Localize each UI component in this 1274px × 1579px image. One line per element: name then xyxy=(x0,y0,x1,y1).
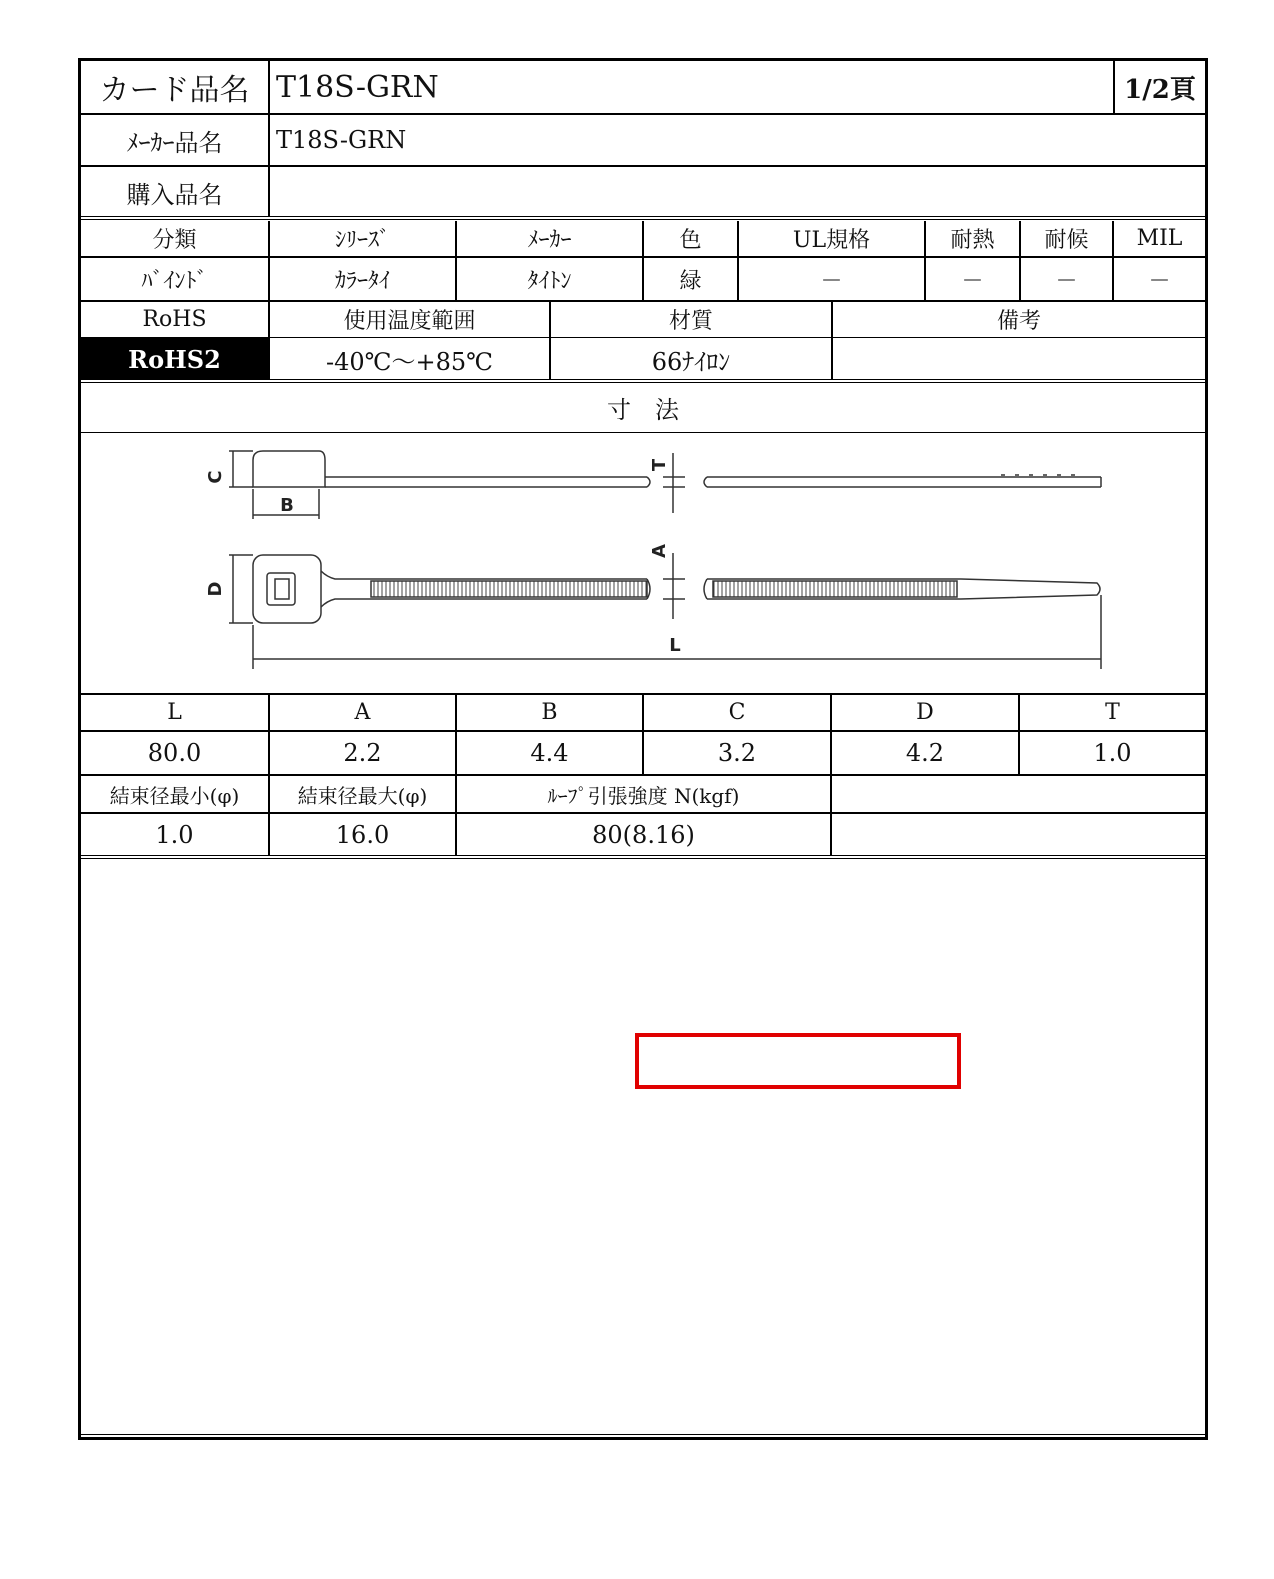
spec-sheet xyxy=(78,58,1208,1440)
dimension-header: T xyxy=(1105,700,1120,725)
spec-header: 耐候 xyxy=(1021,221,1114,256)
dimension-value: 2.2 xyxy=(270,732,457,774)
spec-value: － xyxy=(926,258,1021,300)
purchase-name-label: 購入品名 xyxy=(81,167,270,217)
spec-header: UL規格 xyxy=(739,221,926,256)
env-header: 使用温度範囲 xyxy=(270,302,551,337)
bundle-value: 80(8.16) xyxy=(457,814,832,855)
top-view-head xyxy=(253,555,321,623)
dimension-value: 3.2 xyxy=(644,732,832,774)
spec-value: － xyxy=(1021,258,1114,300)
bundle-header: 結束径最小(φ) xyxy=(81,776,270,812)
spec-header-row xyxy=(81,221,1205,256)
dim-label-b: B xyxy=(280,495,294,516)
env-value-row xyxy=(81,338,1205,380)
maker-name-value: T18S-GRN xyxy=(276,126,407,154)
bundle-value xyxy=(832,814,1205,855)
material: 66ﾅｲﾛﾝ xyxy=(551,338,833,380)
spec-header: MIL xyxy=(1136,226,1183,251)
purchase-name-value xyxy=(270,167,1205,217)
dimension-value-row xyxy=(81,732,1205,774)
cable-tie-diagram xyxy=(81,433,1205,693)
remarks xyxy=(833,338,1205,380)
card-name-row xyxy=(81,61,1205,113)
env-header-row xyxy=(81,302,1205,337)
dimensions-title: 寸 法 xyxy=(607,396,679,424)
dim-label-a: A xyxy=(649,544,670,558)
spec-value: ｶﾗｰﾀｲ xyxy=(270,258,457,300)
spec-value: ﾊﾞｲﾝﾄﾞ xyxy=(81,258,270,300)
dimensions-title-row xyxy=(81,384,1205,431)
spec-header: 色 xyxy=(644,221,739,256)
side-view-head xyxy=(253,451,325,487)
bundle-value-row xyxy=(81,814,1205,855)
env-header: 材質 xyxy=(551,302,833,337)
spec-value: － xyxy=(1148,268,1171,294)
purchase-name-row xyxy=(81,167,1205,217)
spec-value: ﾀｲﾄﾝ xyxy=(457,258,644,300)
dimension-header: A xyxy=(270,695,457,730)
maker-name-label: ﾒｰｶｰ品名 xyxy=(81,115,270,165)
bundle-header-row xyxy=(81,776,1205,812)
temperature-range: -40℃～+85℃ xyxy=(270,338,551,380)
spec-header: 耐熱 xyxy=(926,221,1021,256)
spec-header: ｼﾘｰｽﾞ xyxy=(270,221,457,256)
env-header: RoHS xyxy=(81,302,270,337)
card-name-label: カード品名 xyxy=(81,61,270,113)
dimension-header: D xyxy=(832,695,1020,730)
spec-value-row xyxy=(81,258,1205,300)
maker-name-row xyxy=(81,115,1205,165)
top-view-strap xyxy=(321,571,647,579)
dimension-value: 80.0 xyxy=(81,732,270,774)
dim-label-c: C xyxy=(205,470,226,484)
dimension-header: L xyxy=(81,695,270,730)
dim-label-d: D xyxy=(205,581,226,597)
card-name-value: T18S-GRN xyxy=(270,61,1115,113)
dimension-value: 4.2 xyxy=(832,732,1020,774)
env-header: 備考 xyxy=(996,309,1041,334)
dim-label-l: L xyxy=(669,635,681,656)
dimension-header: C xyxy=(644,695,832,730)
dimension-header-row xyxy=(81,695,1205,730)
dim-label-t: T xyxy=(649,458,670,472)
bundle-header xyxy=(832,776,1205,812)
bundle-value: 1.0 xyxy=(81,814,270,855)
spec-header: ﾒｰｶｰ xyxy=(457,221,644,256)
spec-header: 分類 xyxy=(81,221,270,256)
bundle-header: 結束径最大(φ) xyxy=(270,776,457,812)
bundle-value: 16.0 xyxy=(270,814,457,855)
dimension-value: 4.4 xyxy=(457,732,644,774)
bundle-header: ﾙｰﾌﾟ引張強度 N(kgf) xyxy=(457,776,832,812)
dimension-header: B xyxy=(457,695,644,730)
spec-value: 緑 xyxy=(644,258,739,300)
highlight-box xyxy=(635,1033,961,1089)
spec-value: － xyxy=(739,258,926,300)
dimension-value: 1.0 xyxy=(1093,739,1132,767)
rohs-badge: RoHS2 xyxy=(81,338,270,380)
page-number: 1/2頁 xyxy=(1124,74,1196,105)
